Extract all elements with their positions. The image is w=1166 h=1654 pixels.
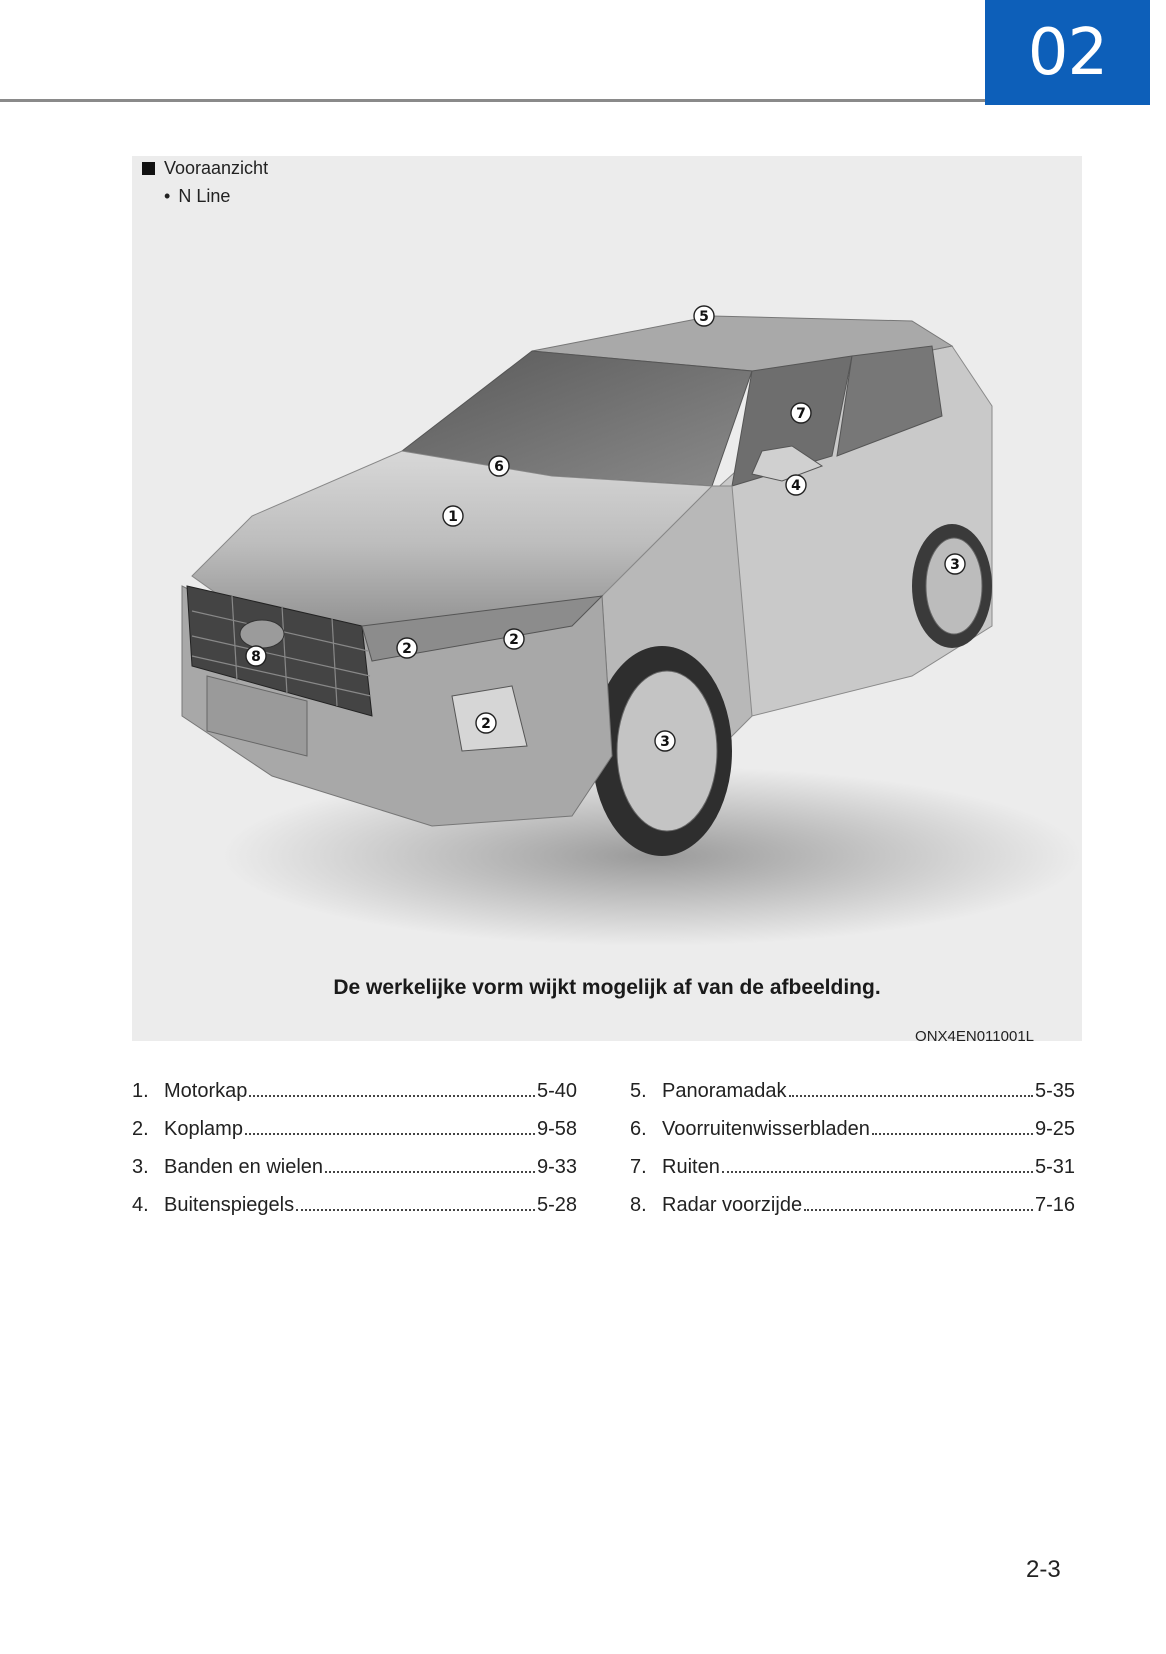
svg-text:7: 7 <box>796 406 806 422</box>
leader-dots <box>245 1132 535 1135</box>
callout-2-upper <box>397 638 417 658</box>
leader-dots <box>249 1094 535 1097</box>
legend-item: 8. Radar voorzijde 7-16 <box>630 1194 1075 1216</box>
svg-text:2: 2 <box>481 716 491 732</box>
svg-text:6: 6 <box>494 459 504 475</box>
bullet-dot-icon: • <box>164 186 171 206</box>
callout-2-right <box>504 629 524 649</box>
callout-3-front <box>655 731 675 751</box>
svg-text:4: 4 <box>791 478 801 494</box>
figure-subtitle-text: N Line <box>178 186 231 206</box>
page-number: 2-3 <box>1026 1556 1061 1583</box>
chapter-tab: 02 <box>985 0 1150 105</box>
svg-text:8: 8 <box>251 649 261 665</box>
legend-item: 6. Voorruitenwisserbladen 9-25 <box>630 1118 1075 1140</box>
figure-title-text: Vooraanzicht <box>164 158 269 178</box>
svg-text:1: 1 <box>448 509 458 525</box>
legend-item: 5. Panoramadak 5-35 <box>630 1080 1075 1102</box>
callout-1 <box>443 506 463 526</box>
callout-7 <box>791 403 811 423</box>
legend-item: 4. Buitenspiegels 5-28 <box>132 1194 577 1216</box>
legend-right <box>630 1080 1075 1232</box>
svg-text:5: 5 <box>699 309 709 325</box>
legend-item: 1. Motorkap 5-40 <box>132 1080 577 1102</box>
leader-dots <box>804 1208 1033 1211</box>
legend-left <box>132 1080 577 1232</box>
leader-dots <box>872 1132 1033 1135</box>
svg-text:3: 3 <box>660 734 670 750</box>
legend-item: 7. Ruiten 5-31 <box>630 1156 1075 1178</box>
leader-dots <box>325 1170 535 1173</box>
leader-dots <box>296 1208 535 1211</box>
svg-text:2: 2 <box>509 632 519 648</box>
callout-4 <box>786 475 806 495</box>
legend-item: 3. Banden en wielen 9-33 <box>132 1156 577 1178</box>
callout-2-lower <box>476 713 496 733</box>
brand-logo <box>240 620 284 648</box>
rear-rim <box>926 538 982 634</box>
car-illustration <box>132 156 1082 1041</box>
figure-title <box>142 158 268 179</box>
leader-dots <box>722 1170 1033 1173</box>
car-figure <box>132 156 1082 1041</box>
callout-6 <box>489 456 509 476</box>
square-bullet-icon <box>142 162 155 175</box>
svg-text:3: 3 <box>950 557 960 573</box>
leader-dots <box>789 1094 1033 1097</box>
header-rule <box>0 99 985 102</box>
callout-3-rear <box>945 554 965 574</box>
figure-disclaimer: De werkelijke vorm wijkt mogelijk af van de afbeelding. <box>333 976 881 999</box>
callout-8 <box>246 646 266 666</box>
legend-item: 2. Koplamp 9-58 <box>132 1118 577 1140</box>
svg-text:2: 2 <box>402 641 412 657</box>
figure-subtitle <box>164 186 230 207</box>
callout-5 <box>694 306 714 326</box>
figure-code: ONX4EN011001L <box>915 1028 1034 1045</box>
